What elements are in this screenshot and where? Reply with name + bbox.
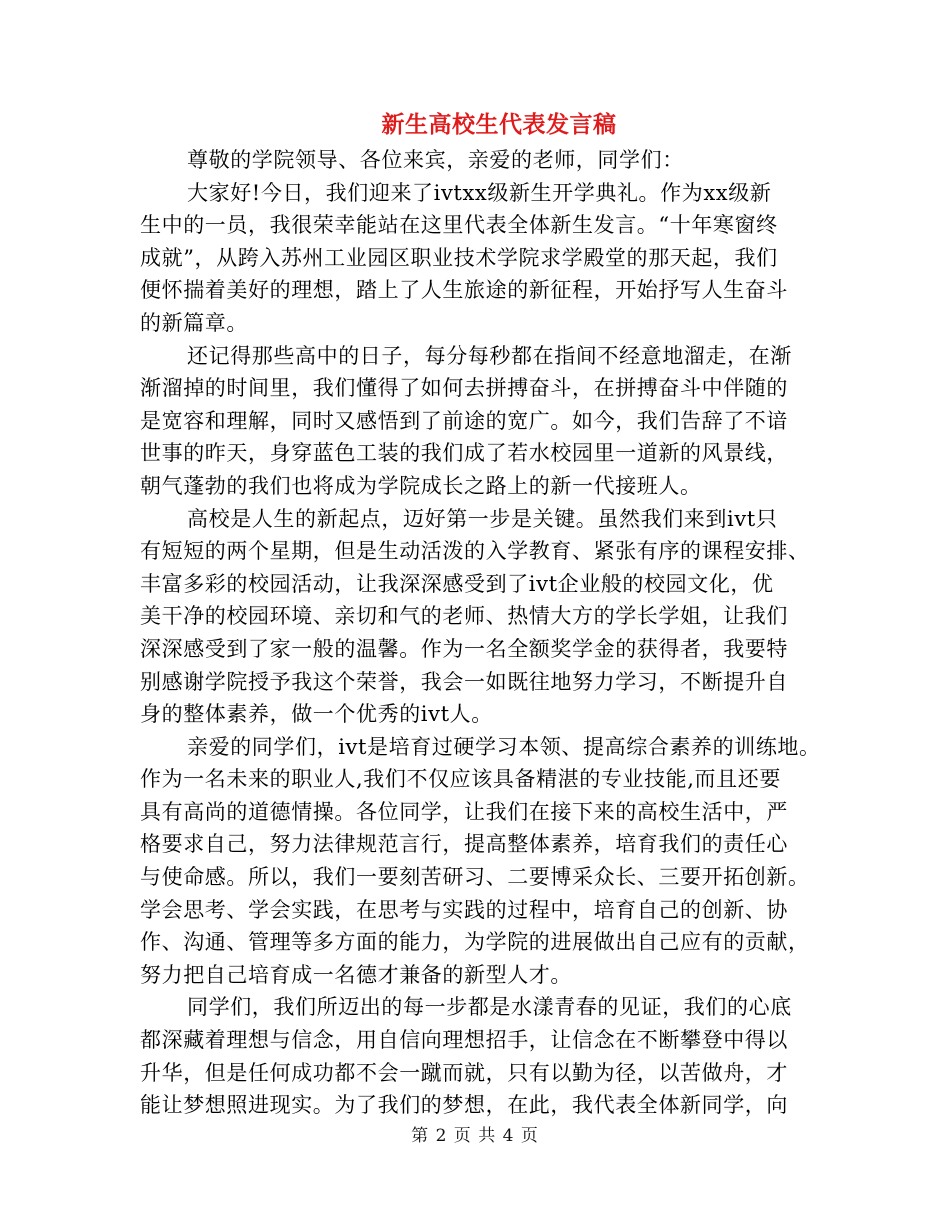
paragraph-line: 作为一名未来的职业人,我们不仅应该具备精湛的专业技能,而且还要 (140, 767, 781, 792)
paragraph-line: 高校是人生的新起点，迈好第一步是关键。虽然我们来到ivt只 (187, 506, 778, 531)
page-number-footer: 第 2 页 共 4 页 (411, 1126, 539, 1146)
paragraph-line: 生中的一员，我很荣幸能站在这里代表全体新生发言。“十年寒窗终 (140, 213, 778, 238)
paragraph-line: 大家好!今日，我们迎来了ivtxx级新生开学典礼。作为xx级新 (187, 180, 772, 205)
paragraph-line: 别感谢学院授予我这个荣誉，我会一如既往地努力学习，不断提升自 (140, 669, 788, 694)
document-title: 新生高校生代表发言稿 (381, 111, 617, 138)
paragraph-line: 世事的昨天，身穿蓝色工装的我们成了若水校园里一道新的风景线， (140, 441, 788, 466)
paragraph-line: 还记得那些高中的日子，每分每秒都在指间不经意地溜走，在渐 (187, 343, 792, 368)
paragraph-line: 便怀揣着美好的理想，踏上了人生旅途的新征程，开始抒写人生奋斗 (140, 278, 788, 303)
paragraph-line: 作、沟通、管理等多方面的能力，为学院的进展做出自己应有的贡献， (140, 930, 810, 955)
paragraph-line: 丰富多彩的校园活动，让我深深感受到了ivt企业般的校园文化，优 (140, 571, 774, 596)
paragraph-line: 亲爱的同学们，ivt是培育过硬学习本领、提高综合素养的训练地。 (187, 734, 821, 759)
document-body (140, 144, 840, 1122)
paragraph-line: 成就”，从跨入苏州工业园区职业技术学院求学殿堂的那天起，我们 (140, 245, 778, 270)
paragraph-line: 身的整体素养，做一个优秀的ivt人。 (140, 702, 493, 727)
paragraph-line: 努力把自己培育成一名德才兼备的新型人才。 (140, 962, 572, 987)
paragraph-line: 的新篇章。 (140, 310, 248, 335)
paragraph-line: 与使命感。所以，我们一要刻苦研习、二要博采众长、三要开拓创新。 (140, 865, 810, 890)
paragraph-line: 具有高尚的道德情操。各位同学，让我们在接下来的高校生活中，严 (140, 799, 788, 824)
paragraph-line: 都深藏着理想与信念，用自信向理想招手，让信念在不断攀登中得以 (140, 1028, 788, 1053)
paragraph-line: 渐溜掉的时间里，我们懂得了如何去拼搏奋斗，在拼搏奋斗中伴随的 (140, 376, 788, 401)
paragraph-line: 美干净的校园环境、亲切和气的老师、热情大方的学长学姐，让我们 (140, 604, 788, 629)
paragraph-line: 尊敬的学院领导、各位来宾，亲爱的老师，同学们： (187, 148, 684, 172)
paragraph-line: 是宽容和理解，同时又感悟到了前途的宽广。如今，我们告辞了不谙 (140, 408, 788, 433)
paragraph-line: 能让梦想照进现实。为了我们的梦想，在此，我代表全体新同学，向 (140, 1093, 788, 1118)
paragraph-line: 学会思考、学会实践，在思考与实践的过程中，培育自己的创新、协 (140, 897, 788, 922)
paragraph-line: 深深感受到了家一般的温馨。作为一名全额奖学金的获得者，我要特 (140, 636, 788, 661)
paragraph-line: 朝气蓬勃的我们也将成为学院成长之路上的新一代接班人。 (140, 473, 702, 498)
paragraph-line: 格要求自己，努力法律规范言行，提高整体素养，培育我们的责任心 (140, 832, 788, 857)
paragraph-line: 有短短的两个星期，但是生动活泼的入学教育、紧张有序的课程安排、 (140, 539, 810, 564)
paragraph-line: 同学们，我们所迈出的每一步都是水漾青春的见证，我们的心底 (187, 995, 792, 1020)
paragraph-line: 升华，但是任何成功都不会一蹴而就，只有以勤为径，以苦做舟，才 (140, 1060, 788, 1085)
